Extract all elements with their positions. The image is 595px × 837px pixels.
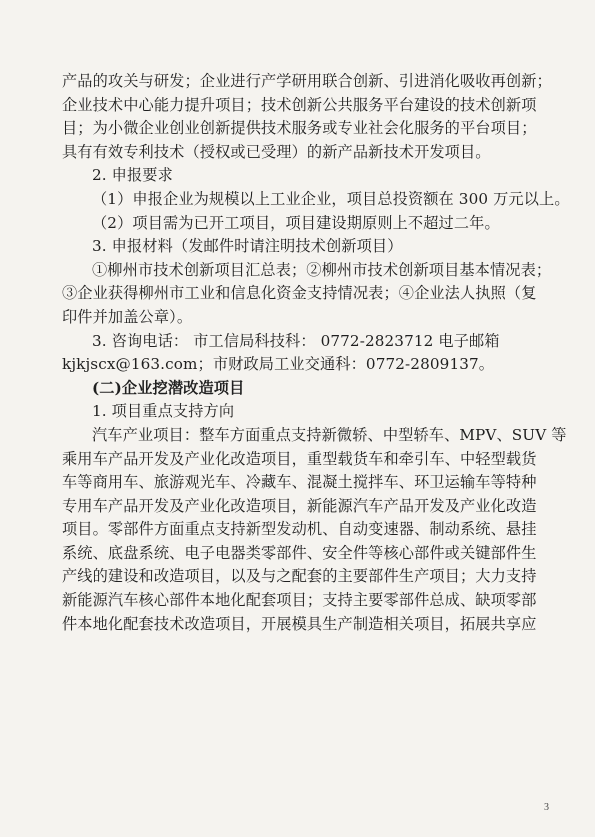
paragraph-line: 2. 申报要求 (92, 166, 173, 185)
paragraph-line: 产品的攻关与研发；企业进行产学研用联合创新、引进消化吸收再创新； (62, 72, 552, 90)
paragraph-line: ①柳州市技术创新项目汇总表；②柳州市技术创新项目基本情况表； (92, 260, 552, 279)
paragraph-line: 新能源汽车核心部件本地化配套项目；支持主要零部件总成、缺项零部 (62, 591, 537, 610)
paragraph-line: （1）申报企业为规模以上工业企业，项目总投资额在 300 万元以上。 (92, 189, 570, 208)
paragraph-line: 系统、底盘系统、电子电器类零部件、安全件等核心部件或关键部件生 (62, 543, 537, 562)
paragraph-line: 具有有效专利技术（授权或已受理）的新产品新技术开发项目。 (62, 142, 491, 161)
paragraph-line: 件本地化配套技术改造项目，开展模具生产制造相关项目，拓展共享应 (62, 614, 537, 633)
paragraph-line: 目；为小微企业创业创新提供技术服务或专业社会化服务的平台项目； (62, 119, 537, 138)
paragraph-line: 乘用车产品开发及产业化改造项目，重型载货车和牵引车、中轻型载货 (62, 449, 537, 468)
paragraph-line: 产线的建设和改造项目，以及与之配套的主要部件生产项目；大力支持 (62, 567, 537, 586)
paragraph-line: 项目。零部件方面重点支持新型发动机、自动变速器、制动系统、悬挂 (62, 520, 537, 539)
paragraph-line: 专用车产品开发及产业化改造项目，新能源汽车产品开发及产业化改造 (62, 496, 537, 515)
paragraph-line: 3. 咨询电话： 市工信局科技科： 0772-2823712 电子邮箱 (92, 331, 500, 350)
paragraph-line: 车等商用车、旅游观光车、冷藏车、混凝土搅拌车、环卫运输车等特种 (62, 473, 537, 492)
paragraph-line: 汽车产业项目：整车方面重点支持新微轿、中型轿车、MPV、SUV 等 (92, 425, 567, 444)
paragraph-line: （2）项目需为已开工项目，项目建设期原则上不超过二年。 (92, 213, 500, 232)
paragraph-line: kjkjscx@163.com；市财政局工业交通科：0772-2809137。 (62, 355, 495, 374)
paragraph-line: 3. 申报材料（发邮件时请注明技术创新项目） (92, 237, 403, 256)
document-body (62, 70, 570, 636)
paragraph-line: ③企业获得柳州市工业和信息化资金支持情况表；④企业法人执照（复 (62, 284, 537, 303)
page-number: 3 (544, 802, 549, 813)
paragraph-line: 印件并加盖公章）。 (62, 307, 193, 326)
paragraph-line: (二)企业挖潜改造项目 (92, 378, 245, 397)
paragraph-line: 企业技术中心能力提升项目；技术创新公共服务平台建设的技术创新项 (62, 95, 537, 114)
paragraph-line: 1. 项目重点支持方向 (92, 402, 235, 421)
